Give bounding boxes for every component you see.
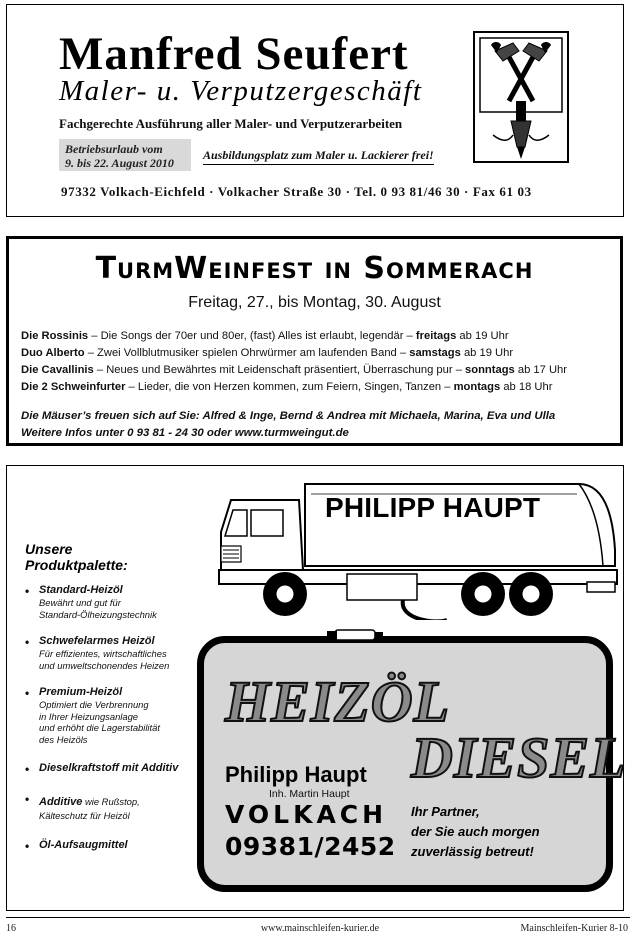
product-name: • Standard-Heizöl bbox=[39, 584, 123, 596]
list-item bbox=[21, 328, 567, 345]
festival-dates: Freitag, 27., bis Montag, 30. August bbox=[188, 294, 441, 311]
product-palette-title bbox=[25, 541, 128, 573]
festival-title: TurmWeinfest in Sommerach bbox=[95, 251, 534, 286]
page-number: 16 bbox=[6, 923, 16, 934]
list-item bbox=[21, 379, 567, 396]
company-name: Manfred Seufert bbox=[59, 28, 409, 80]
wine-festival-ad bbox=[6, 236, 623, 446]
product-desc: des Heizöls bbox=[39, 733, 88, 745]
product-name: • Schwefelarmes Heizöl bbox=[39, 635, 155, 647]
band-time: ab 19 Uhr bbox=[456, 330, 509, 342]
fuel-ad bbox=[6, 465, 627, 911]
band-day: freitags bbox=[415, 330, 457, 342]
product-name: Additive bbox=[39, 796, 83, 808]
slogan-line-3: zuverlässig betreut! bbox=[411, 844, 534, 859]
vacation-line-2: 9. bis 22. August 2010 bbox=[65, 156, 174, 170]
slogan bbox=[411, 802, 540, 862]
painter-ad bbox=[6, 4, 624, 217]
band-time: ab 19 Uhr bbox=[460, 347, 514, 359]
diesel-heading: DIESEL bbox=[411, 725, 627, 790]
vacation-line-1: Betriebsurlaub vom bbox=[65, 142, 163, 156]
band-name: Duo Alberto bbox=[21, 347, 85, 359]
product-desc: Für effizientes, wirtschaftliches bbox=[39, 648, 167, 659]
slogan-line-1: Ihr Partner, bbox=[411, 804, 480, 819]
list-item bbox=[25, 792, 200, 822]
list-item bbox=[25, 839, 200, 852]
trade-title: Maler- u. Verputzergeschäft bbox=[59, 75, 423, 107]
band-day: sonntags bbox=[465, 364, 515, 376]
list-item bbox=[21, 362, 567, 379]
product-name: • Premium-Heizöl bbox=[39, 686, 123, 698]
product-desc: in Ihrer Heizungsanlage bbox=[39, 710, 139, 722]
band-description: – Die Songs der 70er und 80er, (fast) Alles ist erlaubt, legendär – bbox=[88, 330, 416, 342]
band-description: – Lieder, die von Herzen kommen, zum Feiern, Singen, Tanzen – bbox=[125, 381, 454, 393]
product-desc: Optimiert die Verbrennung bbox=[39, 699, 149, 710]
heizol-heading: HEIZÖL bbox=[225, 669, 451, 734]
festival-footer bbox=[21, 408, 555, 442]
band-name: Die Cavallinis bbox=[21, 364, 94, 376]
product-desc: wie Rußstop, bbox=[82, 796, 140, 807]
truck-label: PHILIPP HAUPT bbox=[325, 492, 541, 523]
service-description: Fachgerechte Ausführung aller Maler- und Verputzerarbeiten bbox=[59, 116, 403, 131]
contact-address: 97332 Volkach-Eichfeld · Volkacher Straße 30 · Tel. 0 93 81/46 30 · Fax 61 03 bbox=[61, 184, 532, 199]
owner-name: Inh. Martin Haupt bbox=[269, 788, 350, 800]
product-name: • Dieselkraftstoff mit Additiv bbox=[39, 762, 179, 774]
product-desc: Bewährt und gut für bbox=[39, 597, 121, 608]
product-desc: und umweltschonendes Heizen bbox=[39, 659, 170, 671]
product-desc: Kälteschutz für Heizöl bbox=[39, 810, 130, 821]
list-item bbox=[25, 635, 200, 671]
slogan-line-2: der Sie auch morgen bbox=[411, 824, 540, 839]
product-list bbox=[25, 584, 200, 852]
footer-divider bbox=[6, 917, 630, 918]
training-notice: Ausbildungsplatz zum Maler u. Lackierer frei! bbox=[203, 148, 434, 165]
festival-program bbox=[21, 328, 567, 396]
phone-number: 09381/2452 bbox=[225, 832, 396, 861]
band-day: samstags bbox=[409, 347, 461, 359]
palette-line-1: Unsere bbox=[25, 541, 73, 557]
product-name: • Öl-Aufsaugmittel bbox=[39, 838, 128, 851]
page-footer bbox=[0, 917, 640, 937]
band-name: Die Rossinis bbox=[21, 330, 89, 342]
list-item bbox=[25, 762, 200, 775]
band-name: Die 2 Schweinfurter bbox=[21, 381, 126, 393]
vacation-notice bbox=[59, 139, 191, 171]
product-desc: Standard-Ölheizungstechnik bbox=[39, 608, 157, 620]
palette-line-2: Produktpalette: bbox=[25, 557, 128, 573]
list-item bbox=[21, 345, 567, 362]
fuel-nozzle-icon bbox=[325, 626, 385, 644]
band-time: ab 17 Uhr bbox=[514, 364, 568, 376]
city-name: VOLKACH bbox=[225, 800, 388, 829]
info-line: Weitere Infos unter 0 93 81 - 24 30 oder www.turmweingut.de bbox=[21, 427, 349, 439]
band-description: – Zwei Vollblutmusiker spielen Ohrwürmer am laufenden Band – bbox=[84, 347, 410, 359]
painter-guild-logo-icon bbox=[473, 31, 569, 163]
band-time: ab 18 Uhr bbox=[500, 381, 553, 393]
hosts-line: Die Mäuser’s freuen sich auf Sie: Alfred & Inge, Bernd & Andrea mit Michaela, Marina, Eva und Ulla bbox=[21, 410, 556, 422]
issue-label: Mainschleifen-Kurier 8-10 bbox=[520, 923, 628, 934]
band-description: – Neues und Bewährtes mit Leidenschaft präsentiert, Überraschung pur – bbox=[93, 364, 466, 376]
product-desc: und erhöht die Lagerstabilität bbox=[39, 722, 160, 733]
company-name: Philipp Haupt bbox=[225, 762, 367, 787]
list-item bbox=[25, 686, 200, 745]
list-item bbox=[25, 584, 200, 620]
site-url: www.mainschleifen-kurier.de bbox=[260, 923, 380, 934]
band-day: montags bbox=[453, 381, 501, 393]
